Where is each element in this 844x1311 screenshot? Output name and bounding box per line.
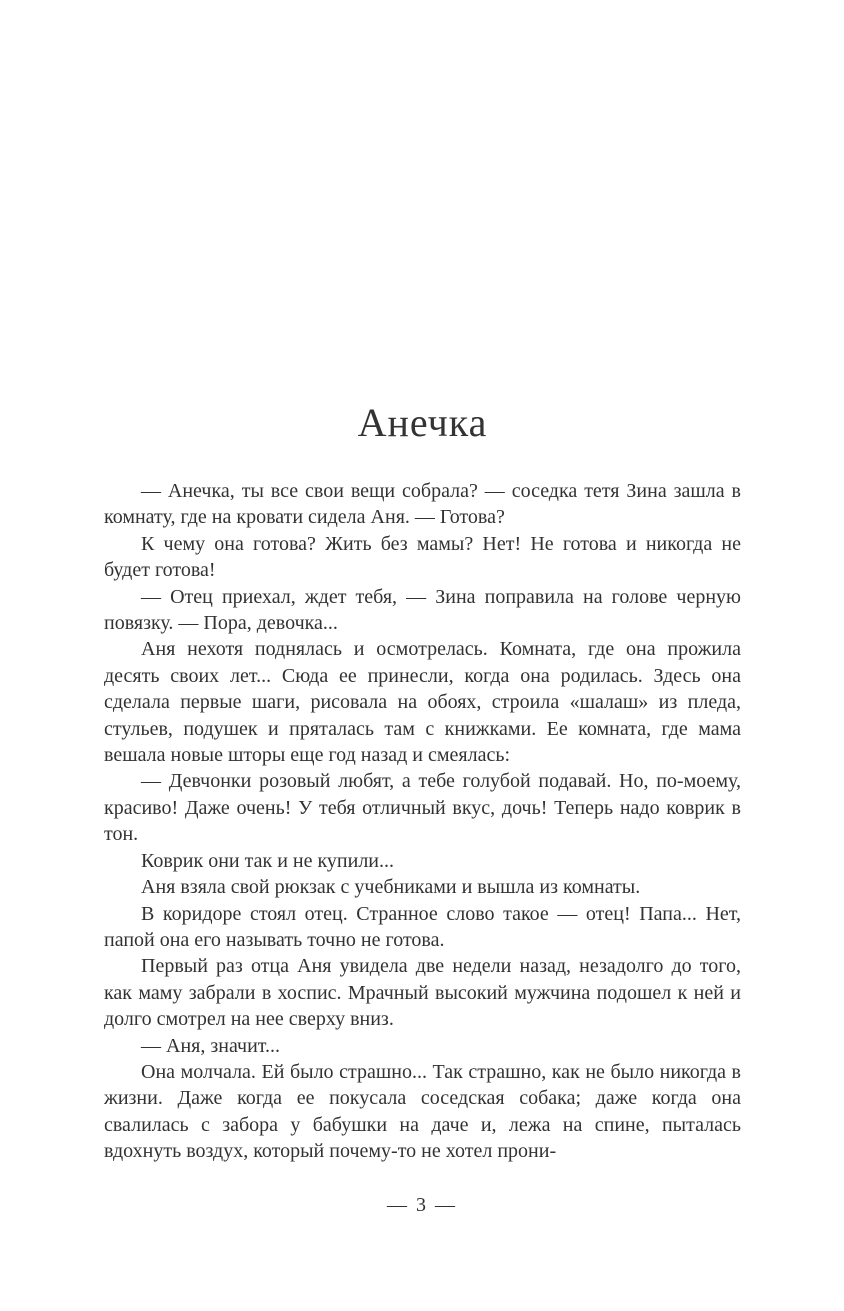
chapter-title: Анечка: [357, 400, 488, 445]
paragraph: Первый раз отца Аня увидела две недели назад, незадолго до того, как маму забрали в хоспис. Мрачный высокий мужчина подошел к ней и долго смотрел на нее сверху вниз.: [104, 955, 741, 1031]
paragraph: В коридоре стоял отец. Странное слово такое — отец! Папа... Нет, папой она его называть точно не готова.: [104, 902, 741, 951]
book-page: [104, 400, 741, 1165]
paragraph: — Отец приехал, ждет тебя, — Зина поправила на голове черную повязку. — Пора, девочка...: [104, 585, 741, 635]
page-number: — 3 —: [387, 1194, 457, 1216]
paragraph: — Анечка, ты все свои вещи собрала? — соседка тетя Зина зашла в комнату, где на кровати сидела Аня. — Готова?: [104, 480, 741, 529]
paragraph: — Девчонки розовый любят, а тебе голубой подавай. Но, по-моему, красиво! Даже очень! У тебя отличный вкус, дочь! Теперь надо коврик в тон.: [104, 770, 741, 846]
paragraph: Аня нехотя поднялась и осмотрелась. Комната, где она прожила десять своих лет... Сюда ее принесли, когда она родилась. Здесь она сделала первые шаги, рисовала на обоях, строила «шалаш» из пледа, стульев, подушек и пряталась там с книжками. Ее комната, где мама вешала новые шторы еще год назад и смеялась:: [104, 638, 741, 767]
paragraph: К чему она готова? Жить без мамы? Нет! Не готова и никогда не будет готова!: [104, 532, 741, 582]
paragraph: Аня взяла свой рюкзак с учебниками и вышла из комнаты.: [141, 876, 641, 899]
paragraph: Коврик они так и не купили...: [141, 849, 394, 872]
paragraph: — Аня, значит...: [141, 1034, 281, 1057]
body-text: [104, 478, 741, 1165]
paragraph: Она молчала. Ей было страшно... Так страшно, как не было никогда в жизни. Даже когда ее покусала соседская собака; даже когда она свалилась с забора у бабушки на даче и, лежа на спине, пыталась вдохнуть воздух, который почему-то не хотел прони-: [104, 1060, 741, 1163]
